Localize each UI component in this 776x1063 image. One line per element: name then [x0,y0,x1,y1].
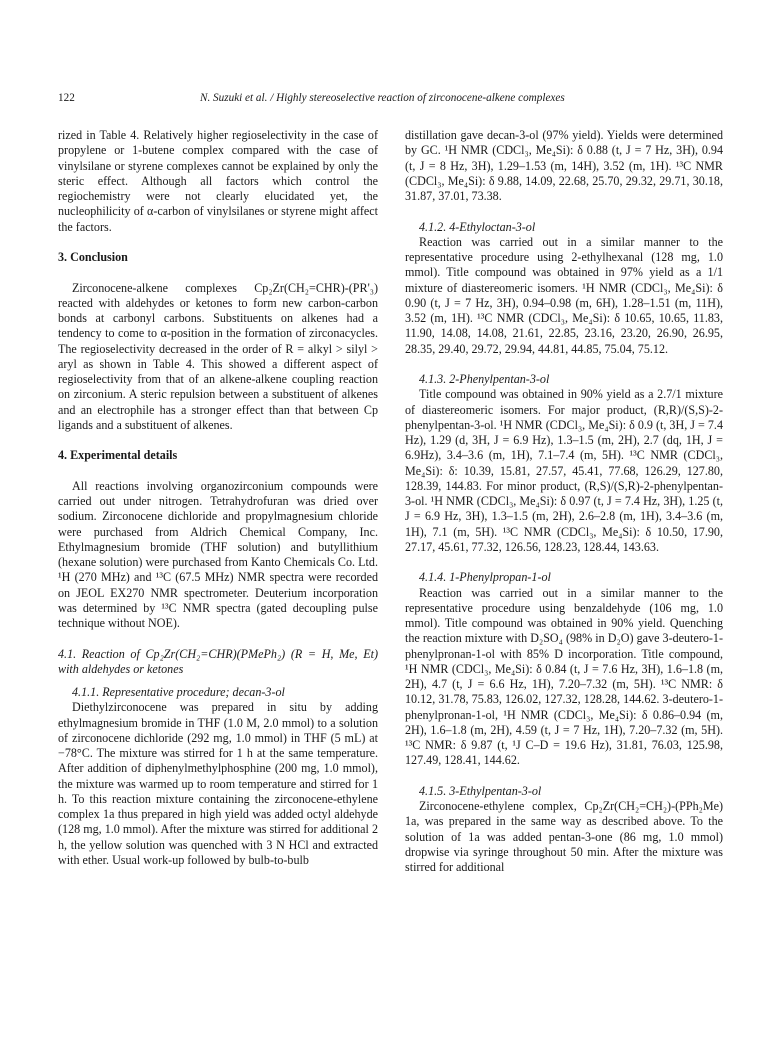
section-heading-experimental: 4. Experimental details [58,448,178,463]
paragraph-4-1-5: Zirconocene-ethylene complex, Cp₂Zr(CH₂=CH₂)-(PPh₂Me) 1a, was prepared in the same way as described above. To the solution of 1a was added pentan-3-one (86 mg, 1.0 mmol) dropwise via syringe throughout 50 min. After the mixture was stirred for additional [405,799,723,874]
paragraph-4-1-1: Diethylzirconocene was prepared in situ by adding ethylmagnesium bromide in THF (1.0 M, 2.0 mmol) to a solution of zirconocene dichloride (292 mg, 1.0 mmol) in THF (5 mL) at −78°C. The mixture was stirred for 1 h at the same temperature. After addition of diphenylmethylphosphine (200 mg, 1.0 mmol), the mixture was warmed up to room temperature and stirred for 1 h. To this reaction mixture containing the zirconocene-ethylene complex 1a thus prepared in high yield was added octyl aldehyde (128 mg, 1.0 mmol). After the mixture was stirred for additional 2 h, the yellow solution was quenched with 3 N HCl and extracted with ether. Usual work-up followed by bulb-to-bulb [58,700,378,867]
section-heading-conclusion: 3. Conclusion [58,250,128,264]
running-title: N. Suzuki et al. / Highly stereoselective reaction of zirconocene-alkene complexes [200,92,565,104]
right-column [405,128,723,875]
paragraph-4-1-3: Title compound was obtained in 90% yield as a 2.7/1 mixture of diastereomeric isomers. For major product, (R,R)/(S,S)-2-phenylpentan-3-ol. ¹H NMR (CDCl₃, Me₄Si): δ 0.9 (t, 3H, J = 7.4 Hz), 1.29 (d, 3H, J = 6.9 Hz), 1.3–1.5 (m, 2H), 2.7 (dq, 1H, J = 6.9Hz), 3.4–3.6 (m, 1H), 7.1–7.4 (m, 5H). ¹³C NMR (CDCl₃, Me₄Si): δ: 10.39, 15.81, 27.57, 45.41, 77.68, 126.29, 127.80, 128.39, 144.83. For minor product, (R,S)/(S,R)-2-phenylpentan-3-ol. ¹H NMR (CDCl₃, Me₄Si): δ 0.97 (t, J = 7.4 Hz, 3H), 1.25 (t, J = 6.9 Hz, 3H), 1.3–1.5 (m, 2H), 2.6–2.8 (m, 1H), 3.4–3.6 (m, 1H), 7.1 (m, 5H). ¹³C NMR (CDCl₃, Me₄Si): δ 10.50, 17.90, 27.17, 45.61, 77.32, 126.56, 128.23, 128.44, 143.63. [405,387,723,554]
subsubsection-heading-4-1-1: 4.1.1. Representative procedure; decan-3-ol [72,685,285,699]
left-column [58,128,378,868]
paragraph-continued-right: distillation gave decan-3-ol (97% yield). Yields were determined by GC. ¹H NMR (CDCl₃, Me₄Si): δ 0.88 (t, J = 7 Hz, 3H), 0.94 (t, J = 8 Hz, 3H), 1.29–1.53 (m, 14H), 3.52 (m, 1H). ¹³C NMR (CDCl₃, Me₄Si): δ 9.88, 14.09, 22.68, 25.70, 29.32, 29.71, 30.18, 31.87, 37.01, 73.38. [405,128,723,203]
subsection-heading-4-1: 4.1. Reaction of Cp₂Zr(CH₂=CHR)(PMePh₂) (R = H, Me, Et) with aldehydes or ketones [58,646,378,676]
paragraph-continued: rized in Table 4. Relatively higher regioselectivity in the case of propylene or 1-butene complex compared with the case of vinylsilane or styrene complexes cannot be explained by only the steric effect. Although all factors which control the regiochemistry were not clearly elucidated yet, the nucleophilicity of α-carbon of vinylsilanes or styrene might affect the factors. [58,128,378,234]
paragraph-4-1-2: Reaction was carried out in a similar manner to the representative procedure using 2-ethylhexanal (128 mg, 1.0 mmol). Title compound was obtained in 97% yield as a 1/1 mixture of diastereomeric isomers. ¹H NMR (CDCl₃, Me₄Si): δ 0.90 (t, J = 7 Hz, 3H), 0.94–0.98 (m, 6H), 1.28–1.51 (m, 11H), 3.52 (m, 1H). ¹³C NMR (CDCl₃, Me₄Si): δ 10.65, 10.65, 11.83, 11.90, 14.08, 14.08, 21.61, 22.85, 23.16, 23.20, 26.90, 26.95, 28.35, 29.40, 29.72, 29.94, 44.81, 44.85, 75.04, 75.12. [405,234,723,356]
subsubsection-heading-4-1-5: 4.1.5. 3-Ethylpentan-3-ol [419,783,542,798]
paragraph-experimental: All reactions involving organozirconium compounds were carried out under nitrogen. Tetrahydrofuran was dried over sodium. Zirconocene dichloride and propylmagnesium chloride were purchased from Aldrich Chemical Company, Inc. Ethylmagnesium bromide (THF solution) and butyllithium (hexane solution) were purchased from Kanto Chemicals Co. Ltd. ¹H (270 MHz) and ¹³C (67.5 MHz) NMR spectra were recorded on JEOL EX270 NMR spectrometer. Deuterium incorporation was determined by ¹³C NMR spectra (gated decoupling pulse technique without NOE). [58,478,378,630]
page-number: 122 [58,92,75,104]
subsubsection-heading-4-1-2: 4.1.2. 4-Ethyloctan-3-ol [419,219,536,234]
subsubsection-heading-4-1-4: 4.1.4. 1-Phenylpropan-1-ol [419,570,551,585]
paragraph-4-1-4: Reaction was carried out in a similar manner to the representative procedure using benzaldehyde (106 mg, 1.0 mmol). Title compound was obtained in 90% yield. Quenching the reaction mixture with D₂SO₄ (98% in D₂O) gave 3-deutero-1-phenylpronan-1-ol with 85% D incorporation. Title compound, ¹H NMR (CDCl₃, Me₄Si): δ 0.84 (t, J = 7.6 Hz, 3H), 1.6–1.8 (m, 2H), 4.7 (t, J = 6.6 Hz, 1H), 7.20–7.32 (m, 5H). ¹³C NMR: δ 10.12, 31.78, 75.83, 126.02, 127.32, 128.28, 144.62. 3-deutero-1-phenylpronan-1-ol, ¹H NMR (CDCl₃, Me₄Si): δ 0.86–0.94 (m, 2H), 1.6–1.8 (m, 2H), 4.59 (t, J = 7 Hz, 1H), 7.20–7.32 (m, 5H). ¹³C NMR: δ 9.87 (t, ¹J C–D = 19.6 Hz), 31.81, 76.03, 125.98, 127.49, 128.41, 144.62. [405,585,723,768]
page-header [58,92,720,108]
paragraph-conclusion: Zirconocene-alkene complexes Cp₂Zr(CH₂=CHR)-(PR'₃) reacted with aldehydes or ketones to form new carbon-carbon bonds at carbonyl carbons. Substituents on alkenes had a tendency to come to α-position in the formation of zirconacycles. The regioselectivity decreased in the order of R = alkyl > silyl > aryl as shown in Table 4. This showed a different aspect of regioselectivity from that of an alkene-alkene coupling reaction on zirconium. A steric repulsion between a substituent of alkenes and an electrophile has a stronger effect than that between Cp ligands and a substituent of alkenes. [58,280,378,432]
subsubsection-heading-4-1-3: 4.1.3. 2-Phenylpentan-3-ol [419,372,550,386]
